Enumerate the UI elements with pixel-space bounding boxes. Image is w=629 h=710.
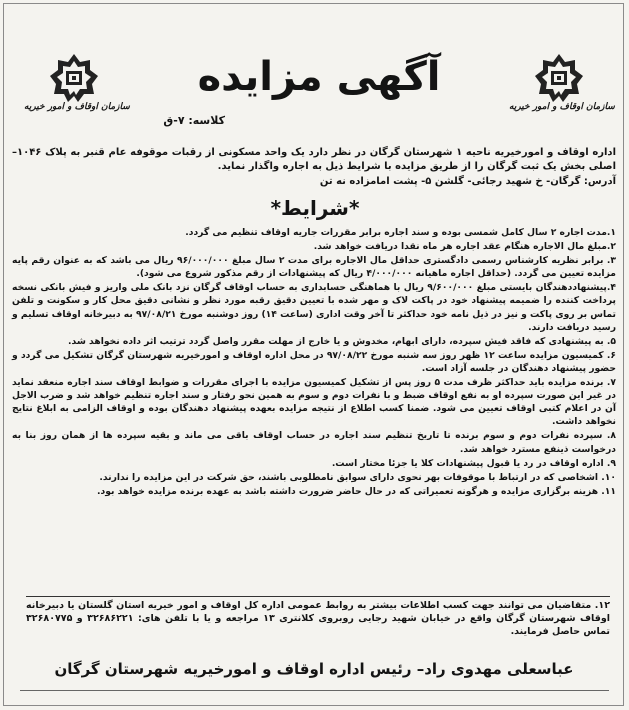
- class-code: کلاسه: ۷-ق: [163, 114, 225, 127]
- intro-paragraph: اداره اوقاف و امورخیریه ناحیه ۱ شهرستان گرگان در نظر دارد یک واحد مسکونی از رقبات موقوفه عام قنبر به پلاک ۱۰۴۶– اصلی بخش یک ثبت گرگان را از طریق مزایده با شرایط ذیل به اجاره واگذار نماید.: [12, 147, 616, 172]
- condition-item: ۶. کمیسیون مزایده ساعت ۱۲ ظهر روز سه شنبه مورخ ۹۷/۰۸/۲۲ در محل اداره اوقاف و امورخیریه شهرستان گرگان تشکیل می گردد و حضور پیشنهاد دهندگان در جلسه آزاد است.: [12, 349, 616, 374]
- condition-item: ۷. برنده مزایده باید حداکثر ظرف مدت ۵ روز پس از تشکیل کمیسیون مزایده با اجرای مقررات و ضوابط اوقاف سند اجاره منعقد نماید در غیر این صورت سپرده او به نفع اوقاف ضبط و با نفرات دوم و سوم به همین نحو رفتار و سند اجاره تنظیم خواهد شد و ضرب الاجل آن در اعلام کتبی اوقاف تعیین می شود. ضمنا کسب اطلاع از نتیجه مزایده بعهده پیشنهاد دهندگان بوده و اوقاف الزامی به ابلاغ نتایج نخواهد داشت.: [12, 377, 616, 428]
- condition-item: ۹. اداره اوقاف در رد یا قبول پیشنهادات کلا یا جزئا مختار است.: [331, 457, 616, 469]
- logo-caption: سازمان اوقاف و امور خیریه: [24, 102, 130, 112]
- notice-title: آگهی مزایده: [197, 54, 441, 100]
- condition-item: ۴.پیشنهاددهندگان بایستی مبلغ ۹/۶۰۰/۰۰۰ ریال با هماهنگی حسابداری به حساب اوقاف گرگان نزد بانک ملی واریز و فیش بانکی نسخه پرداخت کننده را ضمیمه پیشنهاد خود در پاکت لاک و مهر شده با تعیین دقیق رقبه مورد نظر و نشانی دقیق محل کار و سکونت و تلفن تماس بر روی پاکت و نیز در ذیل نامه خود حداکثر تا آخر وقت اداری (ساعت ۱۴) روز دوشنبه مورخ ۹۷/۰۸/۲۱ به دبیرخانه اوقاف تسلیم و رسید دریافت دارند.: [12, 282, 616, 333]
- signature-line: عباسعلی مهدوی راد– رئیس اداره اوقاف و امورخیریه شهرستان گرگان: [54, 660, 574, 678]
- conditions-list: [12, 226, 616, 499]
- divider: [20, 690, 609, 691]
- endowment-emblem-icon: [509, 52, 609, 104]
- condition-item: ۲.مبلغ مال الاجاره هنگام عقد اجاره هر ماه نقدا دریافت خواهد شد.: [313, 241, 616, 253]
- condition-item: ۵. به پیشنهادی که فاقد فیش سپرده، دارای ابهام، مخدوش و یا خارج از مهلت مقرر واصل گردد ترتیب اثر داده نخواهد شد.: [68, 335, 616, 347]
- address-line: آدرس: گرگان- خ شهید رجائی- گلشن ۵- پشت امامزاده نه تن: [319, 176, 616, 187]
- contact-notice: ۱۲. متقاضیان می توانند جهت کسب اطلاعات بیشتر به روابط عمومی اداره کل اوقاف و امور خیریه استان گلستان یا دبیرخانه اوقاف شهرستان گرگان واقع در خیابان شهید رجایی روبروی کلانتری ۱۳ مراجعه و یا با تلفن های: ۳۲۶۸۶۲۲۱ و ۳۲۶۸۰۷۷۵ تماس حاصل فرمایند.: [26, 596, 610, 638]
- condition-item: ۱.مدت اجاره ۲ سال کامل شمسی بوده و سند اجاره برابر مقررات جاریه اوقاف تنظیم می گردد.: [185, 227, 616, 238]
- conditions-heading: *شرایط*: [270, 196, 360, 220]
- endowment-emblem-icon: [24, 52, 124, 104]
- condition-item: ۸. سپرده نفرات دوم و سوم برنده تا تاریخ تنظیم سند اجاره در حساب اوقاف باقی می ماند و بقیه سپرده ها از همان روز بنا به درخواست ذینفع مسترد خواهد شد.: [12, 430, 616, 455]
- header: [4, 52, 625, 127]
- condition-item: ۳. برابر نظریه کارشناس رسمی دادگستری حداقل مال الاجاره برای مدت ۲ سال مبلغ ۹۶/۰۰۰/۰۰۰ ریال می باشد که به عنوان رقم پایه مزایده تعیین می گردد. (حداقل اجاره ماهیانه ۴/۰۰۰/۰۰۰ ریال که پیشنهادات از رقم مذکور شروع می شود).: [12, 255, 616, 280]
- logo-caption: سازمان اوقاف و امور خیریه: [509, 102, 615, 112]
- condition-item: ۱۱. هزینه برگزاری مزایده و هرگونه تعمیراتی که در حال حاضر ضرورت داشته باشد به عهده برنده مزایده خواهد بود.: [97, 485, 616, 497]
- logo-left: [24, 52, 130, 118]
- condition-item: ۱۰. اشخاصی که در ارتباط با موقوفات بهر نحوی دارای سوابق نامطلوبی باشند، حق شرکت در این مزایده را ندارند.: [99, 471, 616, 483]
- logo-right: [509, 52, 615, 118]
